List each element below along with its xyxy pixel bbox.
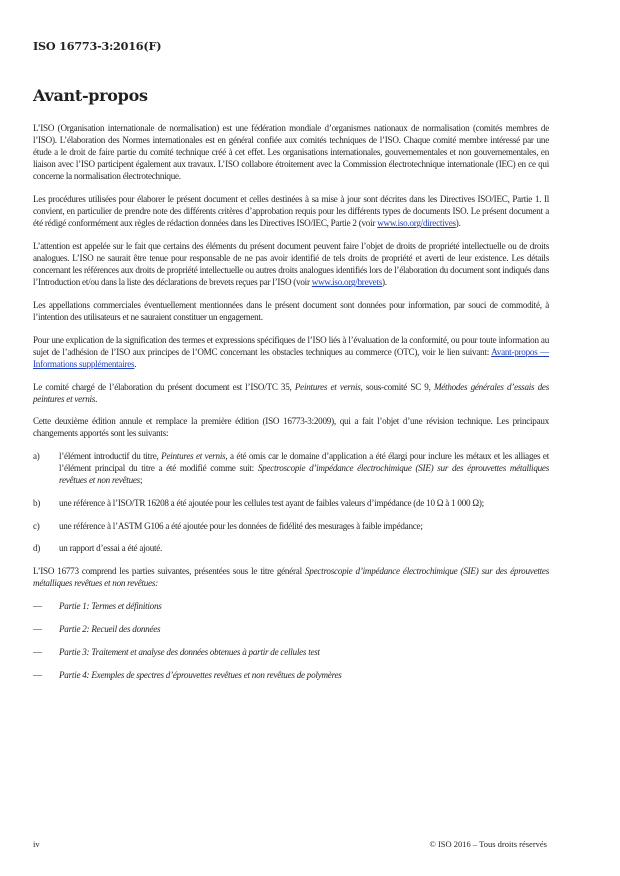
changes-list [33, 450, 549, 554]
text-span: ). [382, 277, 387, 288]
italic-span: Méthodes générales d’essais des peintures et vernis [33, 381, 549, 404]
foreword-body [33, 122, 549, 691]
part-label: Partie 4: Exemples de spectres d’éprouvettes revêtues et non revêtues de polymères [59, 669, 342, 680]
text-span: l’élément introductif du titre, [59, 451, 162, 462]
copyright-notice: © ISO 2016 – Tous droits réservés [429, 839, 547, 849]
list-item-text: un rapport d’essai a été ajouté. [59, 543, 163, 554]
list-item-text: une référence à l’ISO/TR 16208 a été ajoutée pour les cellules test ayant de faibles valeurs d’impédance (de 10 Ω à 1 000 Ω); [59, 498, 484, 508]
italic-span: Spectroscopie d’impédance électrochimique (SIE) sur des éprouvettes métalliques revêtues et non revêtues: [33, 566, 549, 589]
list-item-text: une référence à l’ASTM G106 a été ajoutée pour les données de fidélité des mesurages à faible impédance; [59, 520, 423, 531]
text-span: . [134, 358, 137, 369]
text-span: Le comité chargé de l’élaboration du présent document est l’ISO/TC 35, [33, 381, 295, 392]
dash-marker: — [33, 646, 42, 657]
list-item [33, 600, 549, 612]
paragraph-committee [33, 381, 549, 405]
text-span: L’attention est appelée sur le fait que certains des éléments du présent document peuvent faire l’objet de droits de propriété intellectuelle ou de droits analogues. L’ISO ne saurait être tenue pour responsable de ne pas avoir identifié de tels droits de propriété et averti de leur existence. Les détails concernant les références aux droits de propriété intellectuelle ou autres droits analogues identifiés lors de l’élaboration du document sont indiqués dans l’Introduction et/ou dans la liste des déclarations de brevets reçues par l’ISO (voir [33, 240, 549, 288]
part-label: Partie 3: Traitement et analyse des données obtenues à partir de cellules test [59, 646, 320, 657]
page-number: iv [33, 839, 40, 849]
dash-marker: — [33, 623, 42, 634]
list-item-text [59, 450, 549, 486]
paragraph-conformity [33, 334, 549, 370]
list-item [33, 520, 549, 532]
text-span: Pour une explication de la signification des termes et expressions spécifiques de l’ISO liés à l’évaluation de la conformité, ou pour toute information au sujet de l’adhésion de l’ISO aux principes de l’OMC concernant les obstacles techniques au commerce (OTC), voir le lien suivant: [33, 334, 549, 357]
dash-marker: — [33, 669, 42, 680]
list-marker: d) [33, 543, 41, 554]
italic-span: Peintures et vernis [294, 381, 361, 392]
list-marker: c) [33, 520, 40, 531]
paragraph-procedures [33, 193, 549, 229]
paragraph-parts-intro [33, 565, 549, 589]
italic-span: Peintures et vernis [161, 451, 226, 462]
text-span: , sous-comité SC 9, [360, 381, 434, 392]
paragraph-trade-names: Les appellations commerciales éventuellement mentionnées dans le présent document sont données pour information, par souci de commodité, à l’intention des utilisateurs et ne sauraient constituer un engagement. [33, 299, 549, 322]
paragraph-edition: Cette deuxième édition annule et remplace la première édition (ISO 16773-3:2009), qui a fait l’objet d’une révision technique. Les principaux changements apportés sont les suivants: [33, 416, 549, 439]
list-item [33, 497, 549, 509]
italic-span: Spectroscopie d’impédance électrochimique (SIE) sur des éprouvettes métalliques revêtues et non revêtues [59, 463, 550, 486]
link-supplementary-info[interactable]: Avant-propos — Informations supplémentaires [33, 346, 549, 369]
list-item [33, 450, 549, 486]
text-span: Les procédures utilisées pour élaborer le présent document et celles destinées à sa mise à jour sont décrites dans les Directives ISO/IEC, Partie 1. Il convient, en particulier de prendre note des différents critères d’approbation requis pour les différents types de documents ISO. Le présent document a été rédigé conformément aux règles de rédaction données dans les Directives ISO/IEC, Partie 2 (voir [33, 194, 549, 229]
text-span: . [95, 393, 98, 404]
paragraph-patents [33, 240, 549, 288]
list-item [33, 669, 549, 681]
list-item [33, 542, 549, 554]
part-label: Partie 2: Recueil des données [59, 623, 161, 634]
text-span: ). [455, 218, 461, 229]
list-item [33, 623, 549, 635]
link-directives[interactable]: www.iso.org/directives [377, 218, 456, 229]
paragraph-iso-intro: L’ISO (Organisation internationale de normalisation) est une fédération mondiale d’organismes nationaux de normalisation (comités membres de l’ISO). L’élaboration des Normes internationales est en général confiée aux comités techniques de l’ISO. Chaque comité membre intéressé par une étude a le droit de faire partie du comité technique créé à cet effet. Les organisations internationales, gouvernementales et non gouvernementales, en liaison avec l’ISO participent également aux travaux. L’ISO collabore étroitement avec la Commission électrotechnique internationale (IEC) en ce qui concerne la normalisation électrotechnique. [33, 123, 549, 182]
part-label: Partie 1: Termes et définitions [59, 600, 162, 611]
parts-list [33, 600, 549, 681]
text-span: L’ISO 16773 comprend les parties suivantes, présentées sous le titre général [33, 566, 305, 577]
document-identifier: ISO 16773-3:2016(F) [33, 39, 162, 53]
list-marker: a) [33, 451, 40, 462]
list-item [33, 646, 549, 658]
link-brevets[interactable]: www.iso.org/brevets [311, 277, 383, 288]
dash-marker: — [33, 600, 42, 611]
text-span: ; [139, 475, 143, 486]
section-title: Avant-propos [33, 86, 148, 105]
list-marker: b) [33, 498, 41, 508]
text-span: , a été omis car le domaine d’application a été élargi pour inclure les métaux et les alliages et l’élément principal du titre a été modifié comme suit: [59, 451, 549, 474]
